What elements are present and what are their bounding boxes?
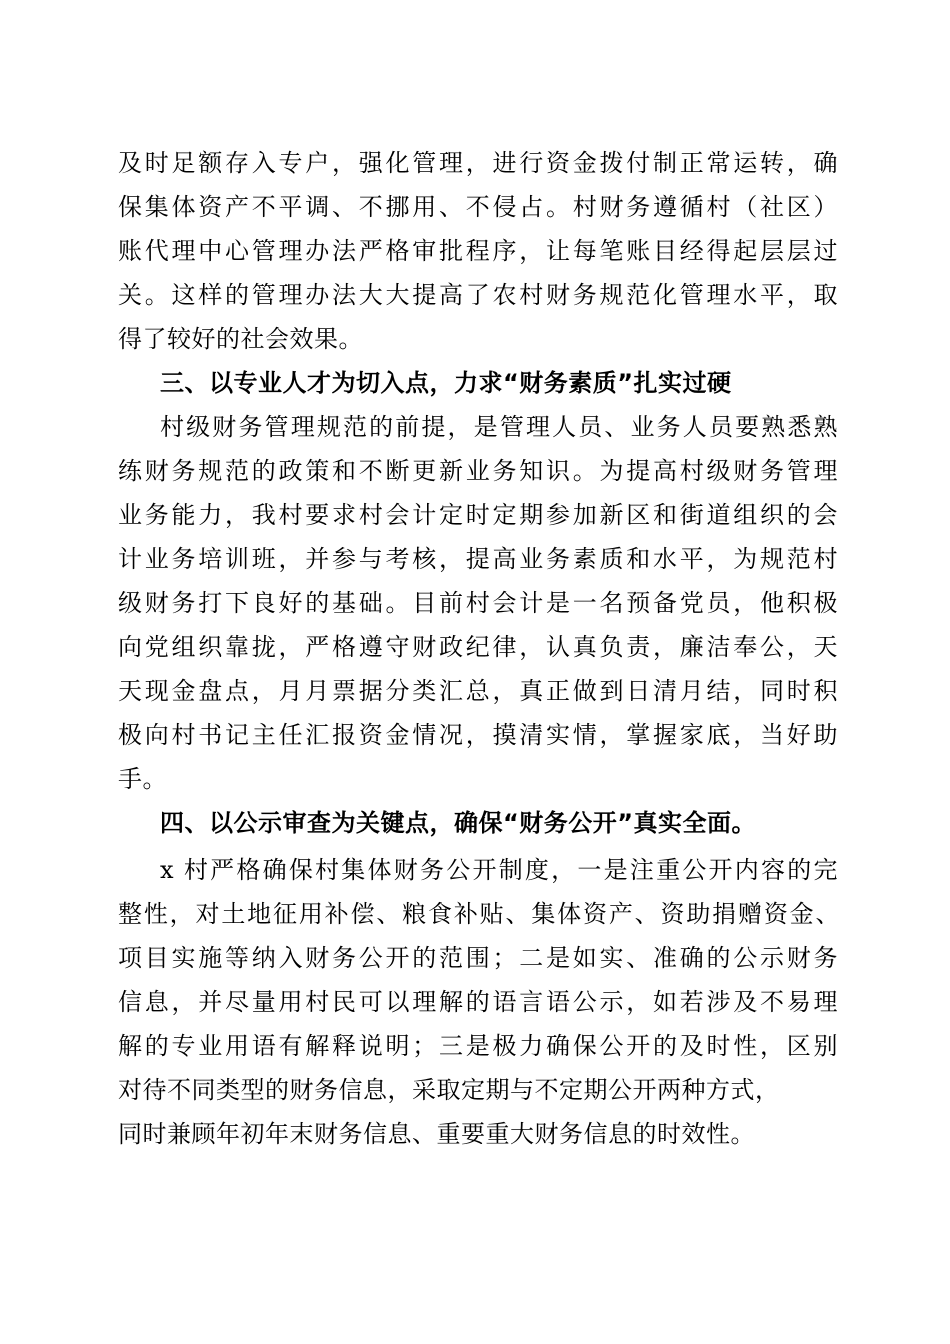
text-line: 级财务打下良好的基础。目前村会计是一名预备党员，他积极 xyxy=(118,589,838,617)
text-line: 向党组织靠拢，严格遵守财政纪律，认真负责，廉洁奉公，天 xyxy=(118,633,838,661)
text-line: 天现金盘点，月月票据分类汇总，真正做到日清月结，同时积 xyxy=(118,677,838,705)
text-line: 关。这样的管理办法大大提高了农村财务规范化管理水平，取 xyxy=(118,281,838,309)
text-line: 业务能力，我村要求村会计定时定期参加新区和街道组织的会 xyxy=(118,501,838,529)
text-line: 保集体资产不平调、不挪用、不侵占。村财务遵循村（社区） xyxy=(118,193,838,221)
text-line: 极向村书记主任汇报资金情况，摸清实情，掌握家底，当好助 xyxy=(118,721,838,749)
text-line: 村级财务管理规范的前提，是管理人员、业务人员要熟悉熟 xyxy=(160,413,838,441)
text-line: 计业务培训班，并参与考核，提高业务素质和水平，为规范村 xyxy=(118,545,838,573)
section-heading-4: 四、以公示审查为关键点，确保“财务公开”真实全面。 xyxy=(160,809,757,837)
text-line: 得了较好的社会效果。 xyxy=(118,325,363,353)
text-line: x 村严格确保村集体财务公开制度，一是注重公开内容的完 xyxy=(160,856,838,884)
text-line: 同时兼顾年初年末财务信息、重要重大财务信息的时效性。 xyxy=(118,1120,755,1148)
text-line: 账代理中心管理办法严格审批程序，让每笔账目经得起层层过 xyxy=(118,237,838,265)
text-line: 整性，对土地征用补偿、粮食补贴、集体资产、资助捐赠资金、 xyxy=(118,900,840,928)
text-line: 信息，并尽量用村民可以理解的语言语公示，如若涉及不易理 xyxy=(118,988,838,1016)
text-line: 练财务规范的政策和不断更新业务知识。为提高村级财务管理 xyxy=(118,457,838,485)
text-line: 手。 xyxy=(118,765,167,793)
text-line: 对待不同类型的财务信息，采取定期与不定期公开两种方式， xyxy=(118,1076,780,1104)
text-line: 及时足额存入专户，强化管理，进行资金拨付制正常运转，确 xyxy=(118,149,838,177)
text-line: 项目实施等纳入财务公开的范围；二是如实、准确的公示财务 xyxy=(118,944,838,972)
text-line: 解的专业用语有解释说明；三是极力确保公开的及时性，区别 xyxy=(118,1032,838,1060)
section-heading-3: 三、以专业人才为切入点，力求“财务素质”扎实过硬 xyxy=(160,369,732,397)
